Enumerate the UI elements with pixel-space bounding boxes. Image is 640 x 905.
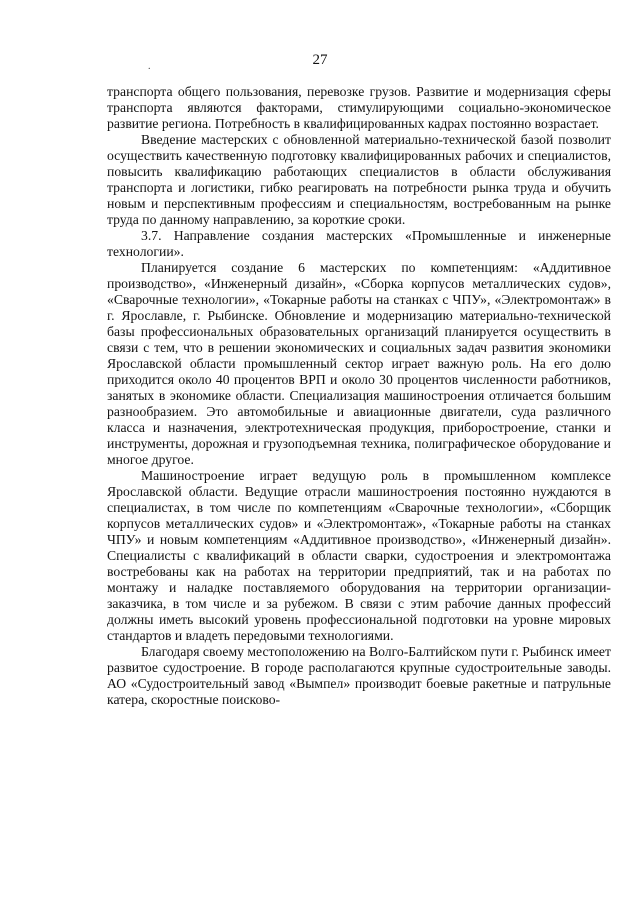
- margin-mark: .: [148, 61, 151, 72]
- body-text: [107, 84, 611, 708]
- paragraph-planned-workshops: Планируется создание 6 мастерских по компетенциям: «Аддитивное производство», «Инженерный дизайн», «Сборка корпусов металлических судов», «Сварочные технологии», «Токарные работы на станках с ЧПУ», «Электромонтаж» в г. Ярославле, г. Рыбинске. Обновление и модернизацию материально-технической базы профессиональных образовательных организаций планируется осуществить в связи с тем, что в решении экономических и социальных задач развития экономики Ярославской области промышленный сектор играет важную роль. На его долю приходится около 40 процентов ВРП и около 30 процентов численности работников, занятых в экономике области. Специализация машиностроения отличается большим разнообразием. Это автомобильные и авиационные двигатели, суда различного класса и назначения, электротехническая продукция, приборостроение, станки и инструменты, дорожная и грузоподъемная техника, полиграфическое оборудование и многое другое.: [107, 260, 611, 467]
- paragraph-rybinsk-shipbuilding: Благодаря своему местоположению на Волго-Балтийском пути г. Рыбинск имеет развитое судостроение. В городе располагаются крупные судостроительные заводы. АО «Судостроительный завод «Вымпел» производит боевые ракетные и патрульные катера, скоростные поисково-: [107, 644, 611, 707]
- paragraph-continuation: транспорта общего пользования, перевозке грузов. Развитие и модернизация сферы транспорта являются факторами, стимулирующими социально-экономическое развитие региона. Потребность в квалифицированных кадрах постоянно возрастает.: [107, 84, 611, 131]
- paragraph-mechanical-engineering: Машиностроение играет ведущую роль в промышленном комплексе Ярославской области. Ведущие отрасли машиностроения постоянно нуждаются в специалистах, в том числе по компетенциям «Сварочные технологии», «Сборщик корпусов металлических судов» и «Электромонтаж», «Токарные работы на станках ЧПУ» и новым компетенциям «Аддитивное производство», «Инженерный дизайн». Специалисты с квалификаций в области сварки, судостроения и электромонтажа востребованы как на работах на территории предприятий, так и на работах по монтажу и наладке поставляемого оборудования на территории организации-заказчика, в том числе и за рубежом. В связи с этим рабочие данных профессий должны иметь высокий уровень профессиональной подготовки на уровне мировых стандартов и владеть передовыми технологиями.: [107, 468, 611, 643]
- page-number: 27: [312, 52, 328, 68]
- section-heading-3-7: 3.7. Направление создания мастерских «Промышленные и инженерные технологии».: [107, 228, 611, 259]
- paragraph-workshops-intro: Введение мастерских с обновленной материально-технической базой позволит осуществить качественную подготовку квалифицированных рабочих и специалистов, повысить квалификацию работающих специалистов в области обслуживания транспорта и логистики, гибко реагировать на потребности рынка труда и обучить новым и перспективным профессиям и специальностям, востребованным на рынке труда по данному направлению, за короткие сроки.: [107, 132, 611, 227]
